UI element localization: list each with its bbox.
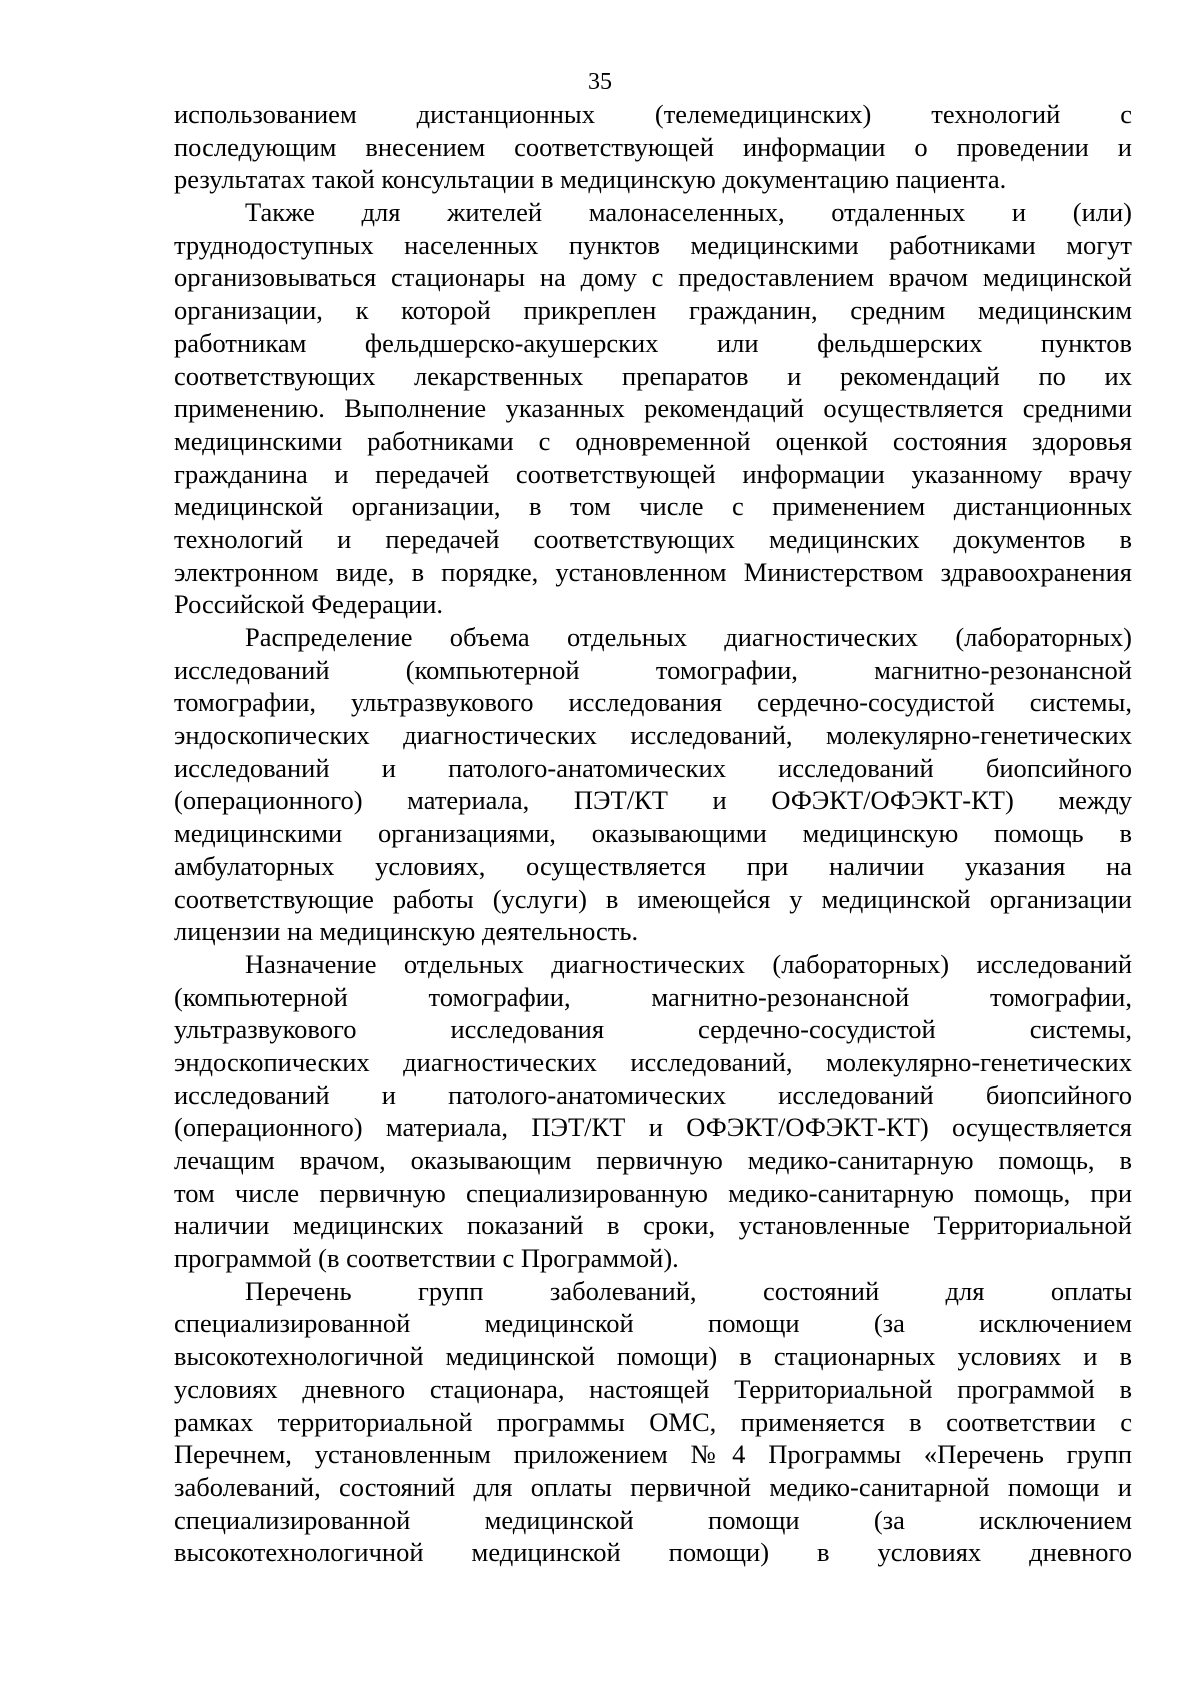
text-line: исследований и патолого-анатомических исследований биопсийного <box>174 1079 1132 1110</box>
text-line: соответствующих лекарственных препаратов и рекомендаций по их <box>174 360 1132 391</box>
text-line: ультразвукового исследования сердечно-сосудистой системы, <box>174 1014 1132 1045</box>
text-line: эндоскопических диагностических исследований, молекулярно-генетических <box>174 720 1132 751</box>
text-line: медицинскими организациями, оказывающими медицинскую помощь в <box>174 818 1132 849</box>
text-line: специализированной медицинской помощи (за исключением <box>174 1504 1132 1535</box>
text-line: организовываться стационары на дому с предоставлением врачом медицинской <box>174 262 1132 293</box>
text-line: томографии, ультразвукового исследования сердечно-сосудистой системы, <box>174 687 1132 718</box>
text-line: условиях дневного стационара, настоящей Территориальной программой в <box>174 1373 1132 1404</box>
text-line: программой (в соответствии с Программой). <box>174 1243 679 1274</box>
text-line: результатах такой консультации в медицинскую документацию пациента. <box>174 164 1007 195</box>
text-line: заболеваний, состояний для оплаты первичной медико-санитарной помощи и <box>174 1471 1132 1502</box>
text-line: Перечень групп заболеваний, состояний для оплаты <box>245 1275 1132 1306</box>
text-line: организации, к которой прикреплен гражданин, средним медицинским <box>174 295 1132 326</box>
text-line: применению. Выполнение указанных рекомендаций осуществляется средними <box>174 393 1132 424</box>
paragraph <box>174 948 1132 1275</box>
paragraph <box>174 196 1132 621</box>
text-line: том числе первичную специализированную медико-санитарную помощь, при <box>174 1177 1132 1208</box>
text-line: лечащим врачом, оказывающим первичную медико-санитарную помощь, в <box>174 1145 1132 1175</box>
text-line: технологий и передачей соответствующих медицинских документов в <box>174 523 1132 554</box>
text-line: рамках территориальной программы ОМС, применяется в соответствии с <box>174 1406 1132 1437</box>
text-line: электронном виде, в порядке, установленном Министерством здравоохранения <box>174 556 1132 587</box>
text-line: Российской Федерации. <box>174 589 443 620</box>
text-line: медицинской организации, в том числе с применением дистанционных <box>174 491 1132 522</box>
text-line: наличии медицинских показаний в сроки, установленные Территориальной <box>174 1210 1132 1241</box>
text-line: (компьютерной томографии, магнитно-резонансной томографии, <box>174 981 1132 1012</box>
text-line: медицинскими работниками с одновременной оценкой состояния здоровья <box>174 425 1132 456</box>
text-line: Назначение отдельных диагностических (лабораторных) исследований <box>245 948 1132 979</box>
text-line: Распределение объема отдельных диагностических (лабораторных) <box>245 622 1132 652</box>
text-line: исследований и патолого-анатомических исследований биопсийного <box>174 752 1132 783</box>
text-line: гражданина и передачей соответствующей информации указанному врачу <box>174 458 1132 489</box>
text-line: Перечнем, установленным приложением №4 Программы «Перечень групп <box>174 1439 1132 1470</box>
text-line: использованием дистанционных (телемедицинских) технологий с <box>174 99 1132 129</box>
text-line: специализированной медицинской помощи (за исключением <box>174 1308 1132 1339</box>
text-line: амбулаторных условиях, осуществляется при наличии указания на <box>174 850 1132 881</box>
text-line: лицензии на медицинскую деятельность. <box>174 916 639 947</box>
document-body <box>174 98 1132 1569</box>
paragraph <box>174 1275 1132 1569</box>
page-number: 35 <box>588 69 612 95</box>
text-line: труднодоступных населенных пунктов медицинскими работниками могут <box>174 229 1132 260</box>
text-line: (операционного) материала, ПЭТ/КТ и ОФЭКТ/ОФЭКТ-КТ) между <box>174 785 1132 816</box>
text-line: последующим внесением соответствующей информации о проведении и <box>174 131 1132 162</box>
text-line: работникам фельдшерско-акушерских или фельдшерских пунктов <box>174 327 1132 358</box>
text-line: (операционного) материала, ПЭТ/КТ и ОФЭКТ/ОФЭКТ-КТ) осуществляется <box>174 1112 1132 1143</box>
text-line: эндоскопических диагностических исследований, молекулярно-генетических <box>174 1046 1132 1077</box>
paragraph <box>174 621 1132 948</box>
paragraph <box>174 98 1132 196</box>
text-line: исследований (компьютерной томографии, магнитно-резонансной <box>174 654 1132 685</box>
text-line: соответствующие работы (услуги) в имеющейся у медицинской организации <box>174 883 1132 914</box>
text-line: Также для жителей малонаселенных, отдаленных и (или) <box>245 197 1132 228</box>
text-line: высокотехнологичной медицинской помощи) в стационарных условиях и в <box>174 1341 1132 1372</box>
text-line: высокотехнологичной медицинской помощи) в условиях дневного <box>174 1537 1132 1568</box>
